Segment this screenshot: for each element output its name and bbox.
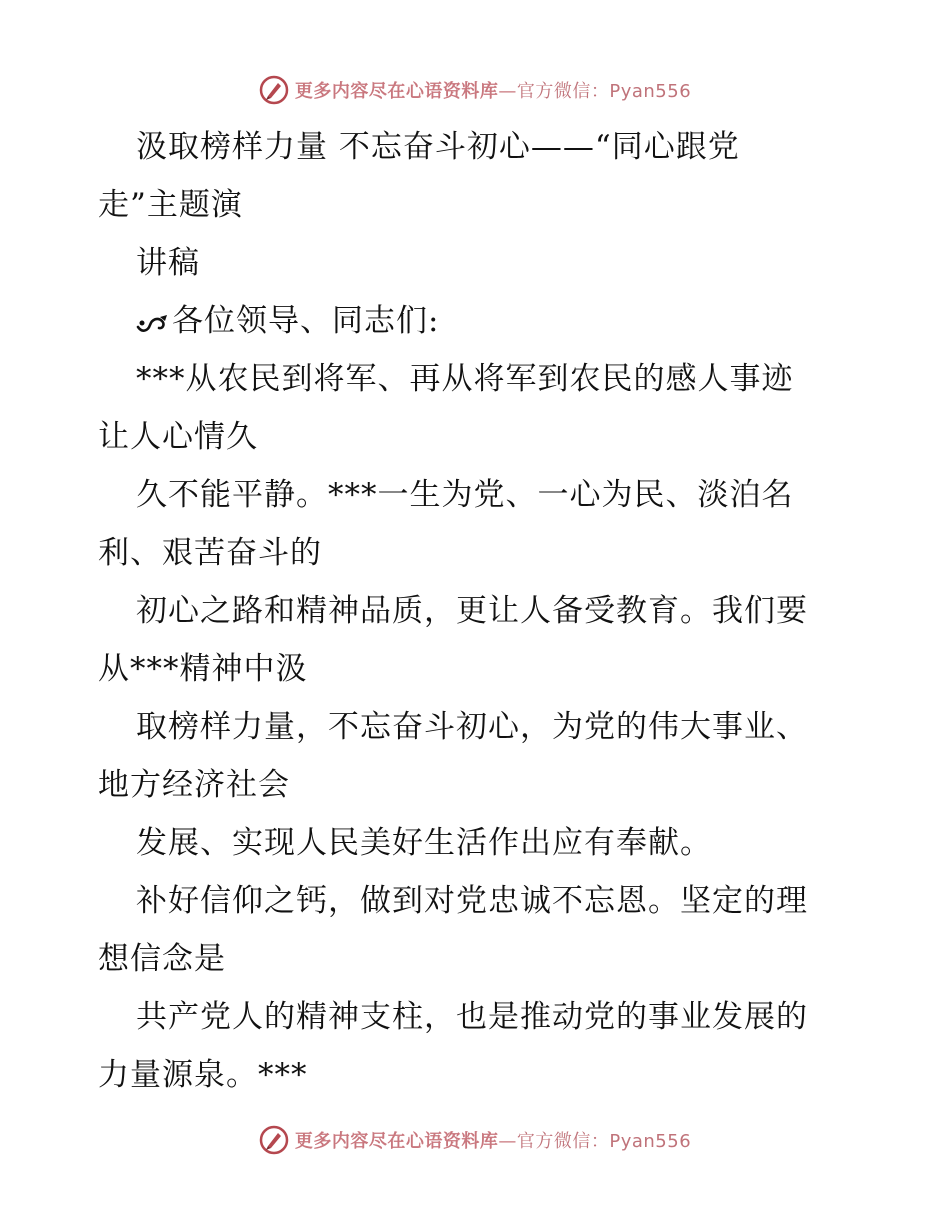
paragraph-line: 地方经济社会 xyxy=(98,767,290,803)
doc-title-line-2: 走”主题演 xyxy=(98,187,243,223)
paragraph-line: 发展、实现人民美好生活作出应有奉献。 xyxy=(136,825,712,861)
paragraph-line: 补好信仰之钙，做到对党忠诚不忘恩。坚定的理 xyxy=(136,883,808,919)
banner-brand: 更多内容尽在心语资料库 xyxy=(294,1131,499,1152)
paragraph-line: 想信念是 xyxy=(98,941,226,977)
paragraph-line: 从***精神中汲 xyxy=(98,651,308,687)
paragraph-line: 力量源泉。*** xyxy=(98,1057,308,1093)
banner-text xyxy=(295,77,691,103)
paragraph-line: 取榜样力量，不忘奋斗初心，为党的伟大事业、 xyxy=(136,709,808,745)
banner-wechat: 官方微信：Pyan556 xyxy=(516,81,692,102)
header-banner xyxy=(0,70,950,110)
paragraph-line: 共产党人的精神支柱，也是推动党的事业发展的 xyxy=(136,999,808,1035)
salutation-line xyxy=(136,292,439,350)
salutation-text: 各位领导、同志们: xyxy=(172,303,440,339)
doc-title-line-3: 讲稿 xyxy=(136,245,200,281)
banner-brand: 更多内容尽在心语资料库 xyxy=(294,81,499,102)
footer-banner xyxy=(0,1120,950,1160)
banner-text xyxy=(295,1127,691,1153)
paragraph-line: 久不能平静。***一生为党、一心为民、淡泊名 xyxy=(136,477,794,513)
paragraph-line: 让人心情久 xyxy=(98,419,258,455)
flourish-bullet-icon xyxy=(136,311,170,335)
paragraph-line: ***从农民到将军、再从将军到农民的感人事迹 xyxy=(136,361,794,397)
paragraph-line: 初心之路和精神品质，更让人备受教育。我们要 xyxy=(136,593,808,629)
banner-separator: — xyxy=(498,81,517,102)
pen-logo-icon xyxy=(259,75,289,105)
banner-wechat: 官方微信：Pyan556 xyxy=(516,1131,692,1152)
banner-separator: — xyxy=(498,1131,517,1152)
doc-title-line-1: 汲取榜样力量 不忘奋斗初心——“同心跟党 xyxy=(136,129,740,165)
pen-logo-icon xyxy=(259,1125,289,1155)
paragraph-line: 利、艰苦奋斗的 xyxy=(98,535,322,571)
